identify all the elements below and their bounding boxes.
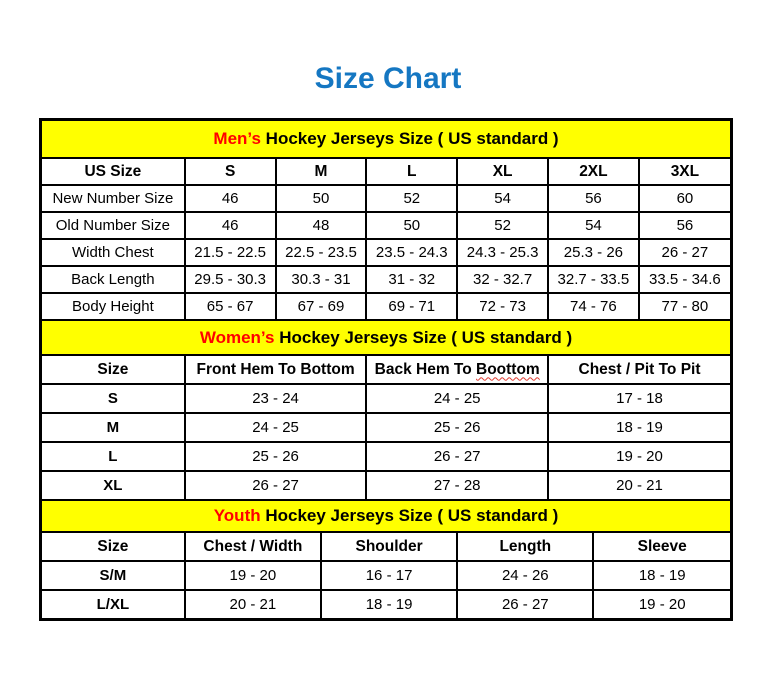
column-header: Chest / Width: [185, 532, 321, 561]
column-header: 2XL: [548, 158, 639, 185]
table-cell: 24.3 - 25.3: [457, 239, 548, 266]
table-cell: 16 - 17: [321, 561, 457, 590]
table-cell: 25.3 - 26: [548, 239, 639, 266]
column-header: L: [366, 158, 457, 185]
table-row: [42, 561, 730, 590]
mens-section-title-rest: Hockey Jerseys Size ( US standard ): [260, 129, 559, 148]
column-header: Front Hem To Bottom: [185, 355, 367, 384]
row-label: New Number Size: [42, 185, 185, 212]
table-cell: 22.5 - 23.5: [276, 239, 367, 266]
table-row: [42, 413, 730, 442]
row-label: Width Chest: [42, 239, 185, 266]
table-cell: 18 - 19: [593, 561, 730, 590]
row-label: S: [42, 384, 185, 413]
row-label: Body Height: [42, 293, 185, 320]
column-header-text: Back Hem To: [374, 360, 477, 378]
table-row: [42, 212, 730, 239]
table-cell: 27 - 28: [366, 471, 548, 500]
table-cell: 54: [548, 212, 639, 239]
table-cell: 32.7 - 33.5: [548, 266, 639, 293]
table-cell: 20 - 21: [185, 590, 321, 618]
column-header: US Size: [42, 158, 185, 185]
row-label: S/M: [42, 561, 185, 590]
table-cell: 52: [366, 185, 457, 212]
table-cell: 46: [185, 212, 276, 239]
womens-section-band: [42, 321, 730, 355]
column-header: Shoulder: [321, 532, 457, 561]
youth-size-table: [42, 501, 730, 618]
table-cell: 60: [639, 185, 730, 212]
table-cell: 20 - 21: [548, 471, 730, 500]
womens-section-title-rest: Hockey Jerseys Size ( US standard ): [274, 327, 573, 347]
table-cell: 24 - 25: [366, 384, 548, 413]
table-cell: 19 - 20: [548, 442, 730, 471]
table-cell: 69 - 71: [366, 293, 457, 320]
table-cell: 24 - 26: [457, 561, 593, 590]
table-row: [42, 471, 730, 500]
table-cell: 52: [457, 212, 548, 239]
table-cell: 19 - 20: [593, 590, 730, 618]
youth-header-row: [42, 532, 730, 561]
table-cell: 67 - 69: [276, 293, 367, 320]
womens-section-title-highlight: Women’s: [199, 327, 275, 347]
mens-size-table: [42, 121, 730, 321]
table-cell: 29.5 - 30.3: [185, 266, 276, 293]
row-label: Old Number Size: [42, 212, 185, 239]
table-cell: 25 - 26: [185, 442, 367, 471]
row-label: L: [42, 442, 185, 471]
table-cell: 25 - 26: [366, 413, 548, 442]
mens-section-title-highlight: Men’s: [213, 129, 261, 148]
size-chart: [39, 118, 733, 621]
table-row: [42, 266, 730, 293]
table-cell: 72 - 73: [457, 293, 548, 320]
mens-header-row: [42, 158, 730, 185]
youth-section-band: [42, 501, 730, 532]
row-label: Back Length: [42, 266, 185, 293]
table-cell: 46: [185, 185, 276, 212]
youth-section-title-rest: Hockey Jerseys Size ( US standard ): [260, 506, 559, 525]
table-cell: 48: [276, 212, 367, 239]
youth-section-title-highlight: Youth: [213, 506, 261, 525]
table-cell: 17 - 18: [548, 384, 730, 413]
table-row: [42, 185, 730, 212]
table-cell: 54: [457, 185, 548, 212]
table-row: [42, 442, 730, 471]
misspelled-word: Boottom: [476, 360, 540, 378]
table-cell: 65 - 67: [185, 293, 276, 320]
table-cell: 26 - 27: [457, 590, 593, 618]
row-label: M: [42, 413, 185, 442]
table-cell: 26 - 27: [185, 471, 367, 500]
womens-size-table: [42, 321, 730, 501]
row-label: XL: [42, 471, 185, 500]
table-cell: 26 - 27: [366, 442, 548, 471]
table-cell: 21.5 - 22.5: [185, 239, 276, 266]
table-cell: 19 - 20: [185, 561, 321, 590]
table-cell: 56: [639, 212, 730, 239]
table-cell: 23 - 24: [185, 384, 367, 413]
table-row: [42, 384, 730, 413]
column-header: M: [276, 158, 367, 185]
column-header: 3XL: [639, 158, 730, 185]
column-header: Length: [457, 532, 593, 561]
column-header: S: [185, 158, 276, 185]
youth-section-title: [42, 501, 730, 532]
column-header: XL: [457, 158, 548, 185]
table-cell: 32 - 32.7: [457, 266, 548, 293]
column-header: Size: [42, 355, 185, 384]
table-cell: 74 - 76: [548, 293, 639, 320]
mens-section-title: [42, 121, 730, 158]
column-header: [366, 355, 548, 384]
table-cell: 30.3 - 31: [276, 266, 367, 293]
table-cell: 33.5 - 34.6: [639, 266, 730, 293]
table-cell: 24 - 25: [185, 413, 367, 442]
table-cell: 23.5 - 24.3: [366, 239, 457, 266]
table-cell: 18 - 19: [321, 590, 457, 618]
womens-header-row: [42, 355, 730, 384]
row-label: L/XL: [42, 590, 185, 618]
column-header: Size: [42, 532, 185, 561]
table-row: [42, 590, 730, 618]
table-cell: 56: [548, 185, 639, 212]
page-title: Size Chart: [314, 62, 462, 95]
table-cell: 26 - 27: [639, 239, 730, 266]
table-cell: 50: [276, 185, 367, 212]
table-cell: 18 - 19: [548, 413, 730, 442]
column-header: Chest / Pit To Pit: [548, 355, 730, 384]
table-cell: 77 - 80: [639, 293, 730, 320]
mens-section-band: [42, 121, 730, 158]
column-header: Sleeve: [593, 532, 730, 561]
table-cell: 50: [366, 212, 457, 239]
table-row: [42, 239, 730, 266]
table-cell: 31 - 32: [366, 266, 457, 293]
table-row: [42, 293, 730, 320]
womens-section-title: [42, 321, 730, 355]
